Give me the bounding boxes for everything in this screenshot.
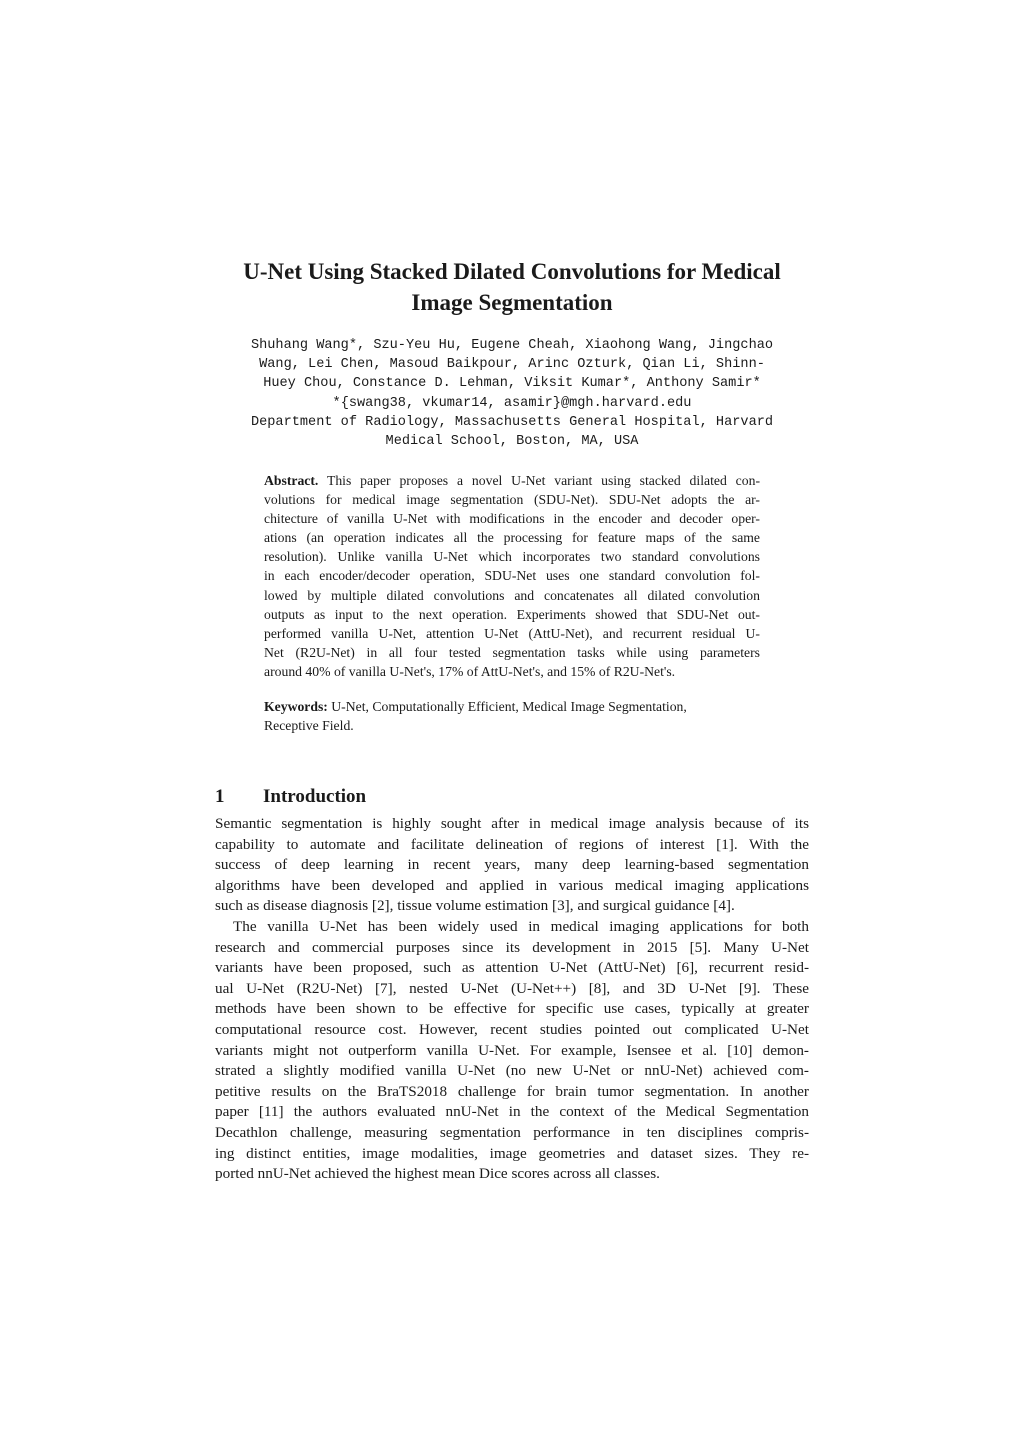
author-block: [180, 336, 844, 451]
abstract-text: This paper proposes a novel U-Net variant using stacked dilated con-: [318, 473, 760, 488]
author-line: Huey Chou, Constance D. Lehman, Viksit Kumar*, Anthony Samir*: [263, 376, 761, 392]
keywords-text: U-Net, Computationally Efficient, Medical Image Segmentation,: [327, 699, 687, 714]
title-line: Image Segmentation: [411, 290, 613, 315]
affiliation-line: Department of Radiology, Massachusetts General Hospital, Harvard: [250, 414, 774, 430]
abstract-line: lowed by multiple dilated convolutions and concatenates all dilated convolution: [264, 587, 760, 603]
section-title: Introduction: [263, 785, 367, 807]
body-line: paper [11] the authors evaluated nnU-Net in the context of the Medical Segmentation: [215, 1103, 809, 1121]
body-line: success of deep learning in recent years, many deep learning-based segmentation: [215, 856, 809, 874]
body-line: The vanilla U-Net has been widely used in medical imaging applications for both: [233, 917, 809, 935]
abstract-line: performed vanilla U-Net, attention U-Net (AttU-Net), and recurrent residual U-: [264, 625, 760, 641]
section-heading: [215, 784, 815, 810]
body-line: ual U-Net (R2U-Net) [7], nested U-Net (U-Net++) [8], and 3D U-Net [9]. These: [215, 979, 809, 997]
body-line: computational resource cost. However, recent studies pointed out complicated U-Net: [215, 1020, 809, 1038]
abstract-line: Net (R2U-Net) in all four tested segmentation tasks while using parameters: [264, 644, 760, 660]
abstract-line: resolution). Unlike vanilla U-Net which incorporates two standard convolutions: [264, 549, 760, 565]
introduction-body: [215, 814, 809, 1185]
body-line: strated a slightly modified vanilla U-Net (no new U-Net or nnU-Net) achieved com-: [215, 1062, 809, 1080]
abstract-line: volutions for medical image segmentation (SDU-Net). SDU-Net adopts the ar-: [264, 492, 760, 508]
abstract-line: chitecture of vanilla U-Net with modifications in the encoder and decoder oper-: [264, 511, 760, 527]
section-number: 1: [215, 785, 225, 807]
body-line: variants have been proposed, such as attention U-Net (AttU-Net) [6], recurrent resid-: [215, 959, 809, 977]
body-line: petitive results on the BraTS2018 challenge for brain tumor segmentation. In another: [215, 1082, 809, 1100]
abstract-line: [264, 471, 760, 490]
body-line: ing distinct entities, image modalities, image geometries and dataset sizes. They re-: [215, 1144, 809, 1162]
author-line: Shuhang Wang*, Szu-Yeu Hu, Eugene Cheah, Xiaohong Wang, Jingchao: [250, 338, 774, 353]
abstract-line: ations (an operation indicates all the processing for feature maps of the same: [264, 530, 760, 546]
keywords-line: [264, 697, 760, 716]
abstract-line: around 40% of vanilla U-Net's, 17% of AttU-Net's, and 15% of R2U-Net's.: [264, 663, 676, 679]
abstract: [264, 471, 760, 681]
body-line: research and commercial purposes since its development in 2015 [5]. Many U-Net: [215, 938, 809, 956]
keywords-label: Keywords:: [264, 699, 328, 714]
body-line: algorithms have been developed and applied in various medical imaging applications: [215, 876, 809, 894]
title-line: U-Net Using Stacked Dilated Convolutions for Medical: [243, 259, 781, 284]
abstract-line: in each encoder/decoder operation, SDU-Net uses one standard convolution fol-: [264, 568, 760, 584]
body-line: Semantic segmentation is highly sought after in medical image analysis because of its: [215, 815, 809, 832]
body-line: capability to automate and facilitate delineation of regions of interest [1]. With the: [215, 835, 809, 853]
body-line: Decathlon challenge, measuring segmentation performance in ten disciplines compris-: [215, 1123, 809, 1141]
body-line: methods have been shown to be effective for specific use cases, typically at greater: [215, 1000, 809, 1018]
abstract-line: outputs as input to the next operation. Experiments showed that SDU-Net out-: [264, 606, 760, 622]
body-line: ported nnU-Net achieved the highest mean Dice scores across all classes.: [215, 1165, 660, 1183]
author-line: Wang, Lei Chen, Masoud Baikpour, Arinc Ozturk, Qian Li, Shinn-: [259, 357, 765, 373]
body-line: such as disease diagnosis [2], tissue volume estimation [3], and surgical guidance [4].: [215, 897, 735, 915]
abstract-label: Abstract.: [264, 473, 319, 488]
author-email-line: *{swang38, vkumar14, asamir}@mgh.harvard.edu: [332, 395, 692, 411]
keywords-line: Receptive Field.: [264, 718, 354, 734]
body-line: variants might not outperform vanilla U-Net. For example, Isensee et al. [10] demon-: [215, 1041, 809, 1059]
affiliation-line: Medical School, Boston, MA, USA: [385, 434, 639, 450]
keywords: [264, 697, 760, 735]
paper-title: [180, 256, 844, 318]
